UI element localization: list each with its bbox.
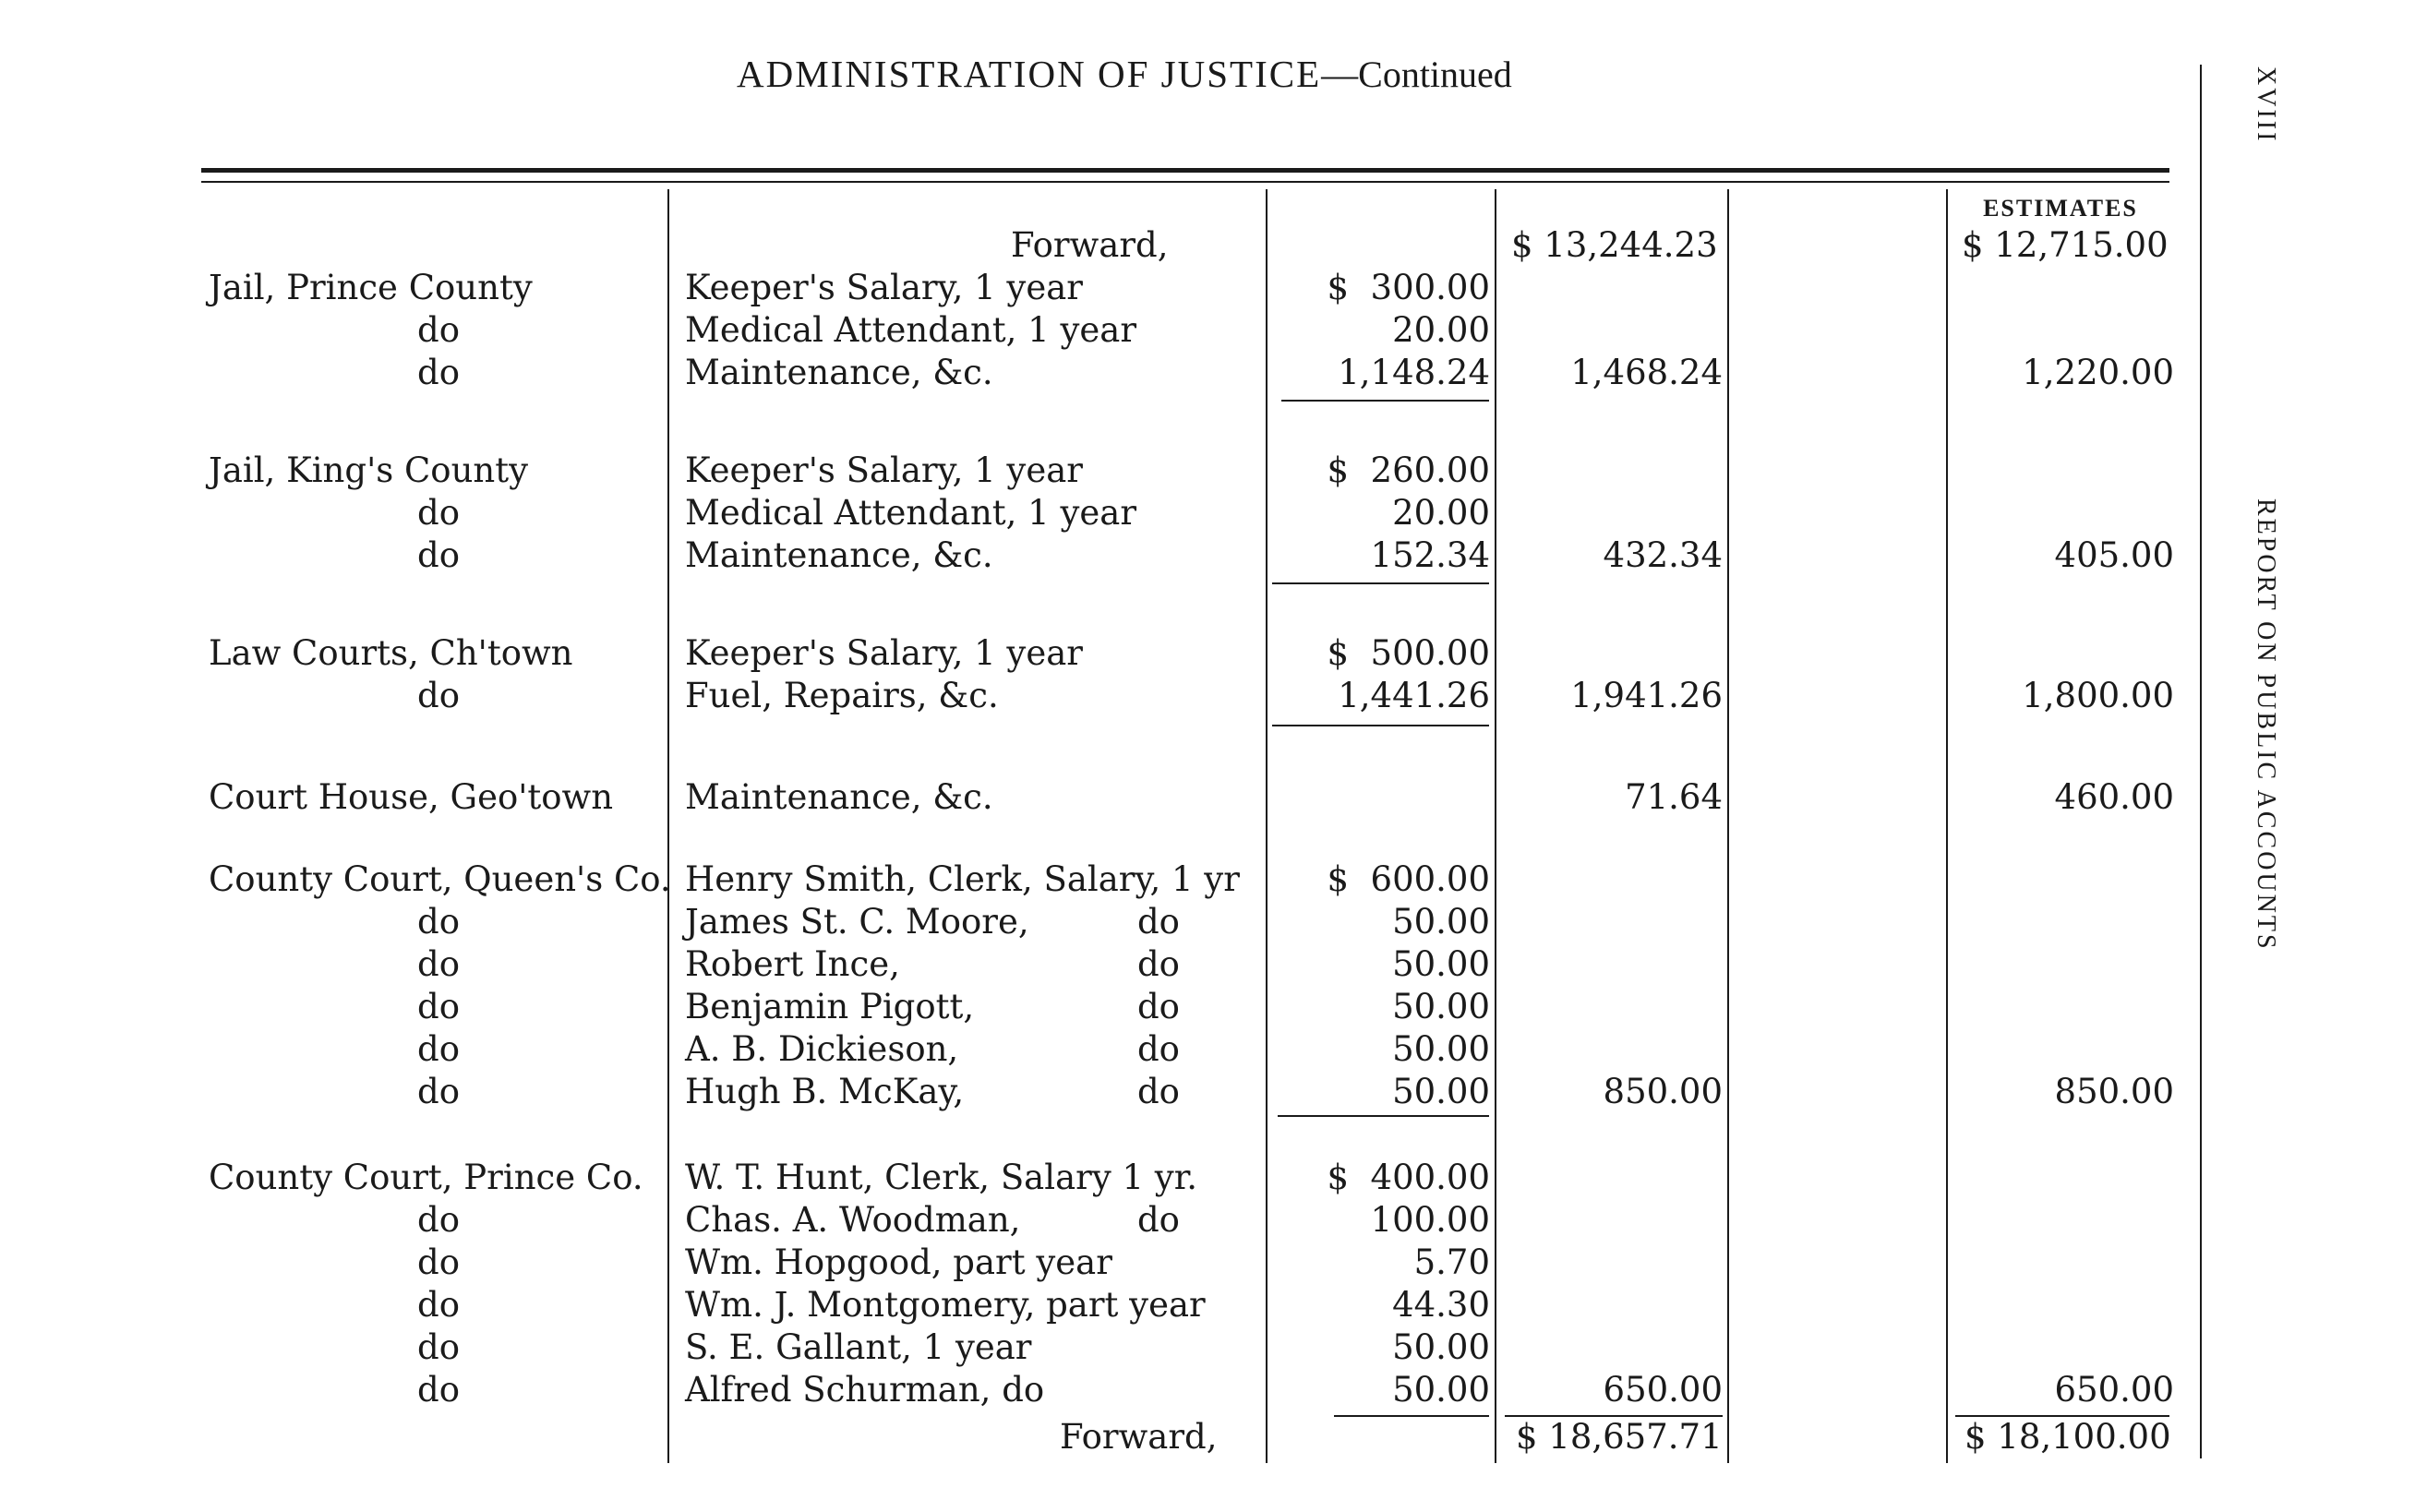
col-sep-item: [1266, 189, 1268, 1463]
row-amount: 44.30: [1392, 1285, 1490, 1325]
page-title: [737, 52, 1512, 96]
row-item: Maintenance, &c.: [685, 535, 993, 575]
margin-rule: [2200, 65, 2202, 1458]
row-place: County Court, Queen's Co.: [209, 859, 671, 899]
row-item: S. E. Gallant, 1 year: [685, 1327, 1032, 1367]
forward-bottom-total: $ 18,657.71: [1516, 1417, 1723, 1457]
row-place: do: [417, 1072, 460, 1111]
row-place: Jail, King's County: [209, 450, 529, 490]
row-amount: 20.00: [1392, 310, 1490, 350]
row-item: James St. C. Moore,: [685, 902, 1029, 942]
subtotal-rule-2: [1272, 582, 1489, 584]
row-amount: $ 400.00: [1327, 1158, 1490, 1197]
col-sep-total: [1727, 189, 1729, 1463]
row-item: A. B. Dickieson,: [685, 1029, 959, 1069]
row-item-ditto: do: [1137, 987, 1180, 1026]
row-item: W. T. Hunt, Clerk, Salary 1 yr.: [685, 1158, 1198, 1197]
forward-bottom-label: Forward,: [1060, 1417, 1218, 1457]
forward-top-label: Forward,: [1011, 225, 1169, 265]
row-item: Alfred Schurman, do: [685, 1370, 1045, 1410]
col-sep-amount: [1495, 189, 1496, 1463]
row-item-ditto: do: [1137, 1072, 1180, 1111]
row-item: Chas. A. Woodman,: [685, 1200, 1021, 1240]
subtotal-rule-1: [1281, 400, 1489, 402]
row-total: 1,468.24: [1570, 353, 1723, 392]
row-item: Robert Ince,: [685, 944, 900, 984]
row-estimate: 405.00: [2054, 535, 2174, 575]
row-amount: $ 260.00: [1327, 450, 1490, 490]
row-amount: 50.00: [1392, 1327, 1490, 1367]
header-rule-thin: [201, 181, 2169, 183]
row-place: do: [417, 310, 460, 350]
running-head: REPORT ON PUBLIC ACCOUNTS: [2252, 498, 2280, 952]
row-item: Keeper's Salary, 1 year: [685, 450, 1083, 490]
row-amount: $ 300.00: [1327, 268, 1490, 307]
row-item: Medical Attendant, 1 year: [685, 310, 1137, 350]
row-amount: 50.00: [1392, 944, 1490, 984]
row-amount: 152.34: [1370, 535, 1490, 575]
row-place: do: [417, 1327, 460, 1367]
row-item: Keeper's Salary, 1 year: [685, 268, 1083, 307]
row-item: Fuel, Repairs, &c.: [685, 676, 999, 715]
forward-rule-amount: [1334, 1415, 1489, 1417]
row-amount: $ 500.00: [1327, 633, 1490, 673]
row-estimate: 850.00: [2054, 1072, 2174, 1111]
row-item: Keeper's Salary, 1 year: [685, 633, 1083, 673]
row-item-ditto: do: [1137, 944, 1180, 984]
row-estimate: 1,800.00: [2022, 676, 2174, 715]
row-place: Law Courts, Ch'town: [209, 633, 573, 673]
row-amount: 1,148.24: [1338, 353, 1490, 392]
row-place: do: [417, 944, 460, 984]
row-item: Medical Attendant, 1 year: [685, 493, 1137, 533]
row-place: do: [417, 1200, 460, 1240]
row-place: do: [417, 535, 460, 575]
row-total: 1,941.26: [1570, 676, 1723, 715]
row-place: County Court, Prince Co.: [209, 1158, 643, 1197]
forward-top-estimate: $ 12,715.00: [1962, 225, 2169, 265]
row-place: do: [417, 676, 460, 715]
row-item: Benjamin Pigott,: [685, 987, 975, 1026]
row-place: do: [417, 1242, 460, 1282]
forward-bottom-estimate: $ 18,100.00: [1964, 1417, 2171, 1457]
estimates-header: ESTIMATES: [1983, 195, 2138, 222]
forward-top-total: $ 13,244.23: [1511, 225, 1718, 265]
title-main: ADMINISTRATION OF JUSTICE: [737, 53, 1322, 95]
row-place: do: [417, 1370, 460, 1410]
row-estimate: 460.00: [2054, 777, 2174, 817]
col-sep-place: [667, 189, 669, 1463]
row-place: Court House, Geo'town: [209, 777, 614, 817]
row-total: 650.00: [1603, 1370, 1723, 1410]
row-item: Henry Smith, Clerk, Salary, 1 yr: [685, 859, 1240, 899]
header-rule-thick: [201, 168, 2169, 173]
row-place: do: [417, 987, 460, 1026]
row-place: do: [417, 902, 460, 942]
subtotal-rule-4: [1278, 1115, 1489, 1117]
row-estimate: 650.00: [2054, 1370, 2174, 1410]
row-item: Maintenance, &c.: [685, 777, 993, 817]
row-total: 432.34: [1603, 535, 1723, 575]
row-estimate: 1,220.00: [2022, 353, 2174, 392]
title-continued: —Continued: [1321, 54, 1512, 95]
row-item: Wm. J. Montgomery, part year: [685, 1285, 1206, 1325]
row-item-ditto: do: [1137, 1200, 1180, 1240]
row-item: Maintenance, &c.: [685, 353, 993, 392]
row-total: 850.00: [1603, 1072, 1723, 1111]
row-amount: 20.00: [1392, 493, 1490, 533]
row-amount: 1,441.26: [1338, 676, 1490, 715]
row-amount: 50.00: [1392, 1029, 1490, 1069]
row-place: Jail, Prince County: [209, 268, 533, 307]
row-item: Wm. Hopgood, part year: [685, 1242, 1112, 1282]
row-amount: 50.00: [1392, 1072, 1490, 1111]
row-amount: 5.70: [1413, 1242, 1490, 1282]
row-total: 71.64: [1625, 777, 1723, 817]
row-amount: 50.00: [1392, 987, 1490, 1026]
subtotal-rule-3: [1272, 725, 1489, 726]
row-place: do: [417, 493, 460, 533]
row-item-ditto: do: [1137, 1029, 1180, 1069]
row-item-ditto: do: [1137, 902, 1180, 942]
row-amount: $ 600.00: [1327, 859, 1490, 899]
row-amount: 50.00: [1392, 1370, 1490, 1410]
row-amount: 50.00: [1392, 902, 1490, 942]
row-place: do: [417, 1029, 460, 1069]
row-place: do: [417, 353, 460, 392]
row-amount: 100.00: [1370, 1200, 1490, 1240]
row-item: Hugh B. McKay,: [685, 1072, 965, 1111]
page-number: XVIII: [2252, 66, 2280, 144]
row-place: do: [417, 1285, 460, 1325]
